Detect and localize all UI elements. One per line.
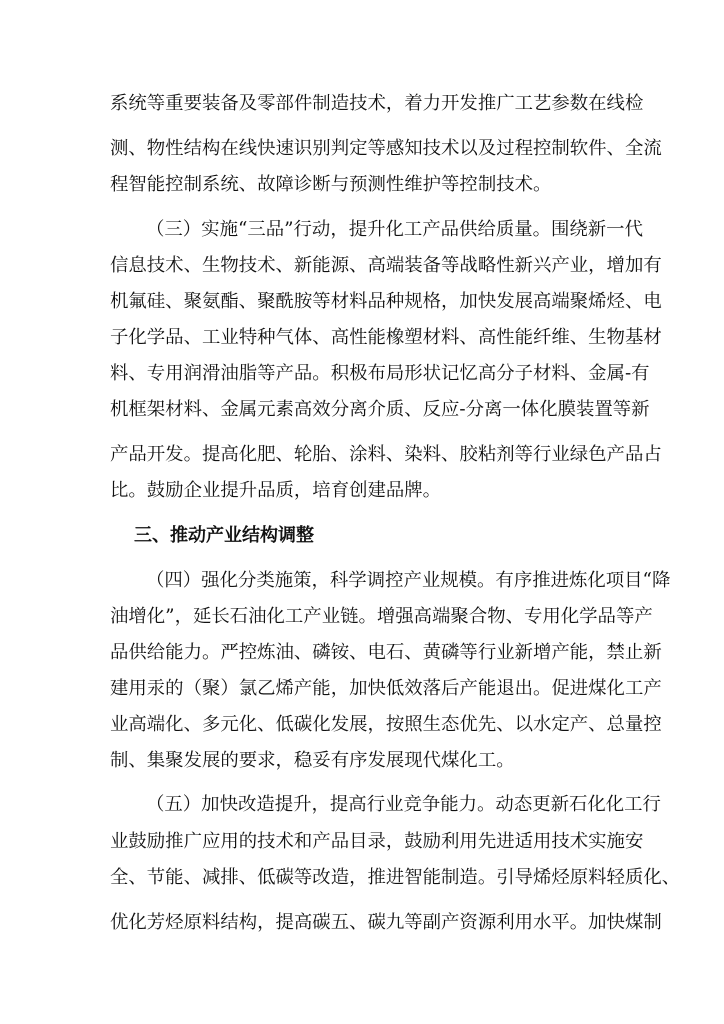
paragraph-first-line: （三）实施“三品”行动，提升化工产品供给质量。围绕新一代 — [146, 219, 643, 240]
text-line: 油增化”，延长石油化工产业链。增强高端聚合物、专用化学品等产 — [110, 606, 653, 627]
text-line: 信息技术、生物技术、新能源、高端装备等战略性新兴产业，增加有 — [110, 255, 662, 276]
paragraph-first-line: （五）加快改造提升，提高行业竞争能力。动态更新石化化工行 — [146, 794, 661, 815]
text-line: 制、集聚发展的要求，稳妥有序发展现代煤化工。 — [110, 750, 515, 771]
paragraph-first-line: （四）强化分类施策，科学调控产业规模。有序推进炼化项目“降 — [146, 570, 671, 591]
text-line: 机框架材料、金属元素高效分离介质、反应-分离一体化膜装置等新 — [110, 399, 650, 420]
text-line: 机氟硅、聚氨酯、聚酰胺等材料品种规格，加快发展高端聚烯烃、电 — [110, 291, 662, 312]
text-line: 品供给能力。严控炼油、磷铵、电石、黄磷等行业新增产能，禁止新 — [110, 642, 662, 663]
text-line: 系统等重要装备及零部件制造技术，着力开发推广工艺参数在线检 — [110, 93, 644, 114]
text-line: 测、物性结构在线快速识别判定等感知技术以及过程控制软件、全流 — [110, 138, 662, 159]
text-line: 程智能控制系统、故障诊断与预测性维护等控制技术。 — [110, 174, 552, 195]
text-line: 料、专用润滑油脂等产品。积极布局形状记忆高分子材料、金属-有 — [110, 363, 650, 384]
text-line: 产品开发。提高化肥、轮胎、涂料、染料、胶粘剂等行业绿色产品占 — [110, 444, 662, 465]
text-line: 子化学品、工业特种气体、高性能橡塑材料、高性能纤维、生物基材 — [110, 327, 662, 348]
text-line: 优化芳烃原料结构，提高碳五、碳九等副产资源利用水平。加快煤制 — [110, 912, 662, 933]
section-heading: 三、推动产业结构调整 — [134, 525, 314, 546]
text-line: 业高端化、多元化、低碳化发展，按照生态优先、以水定产、总量控 — [110, 714, 662, 735]
text-line: 比。鼓励企业提升品质，培育创建品牌。 — [110, 480, 442, 501]
text-line: 业鼓励推广应用的技术和产品目录，鼓励利用先进适用技术实施安 — [110, 831, 644, 852]
text-line: 全、节能、减排、低碳等改造，推进智能制造。引导烯烃原料轻质化、 — [110, 867, 681, 888]
text-line: 建用汞的（聚）氯乙烯产能，加快低效落后产能退出。促进煤化工产 — [110, 678, 662, 699]
